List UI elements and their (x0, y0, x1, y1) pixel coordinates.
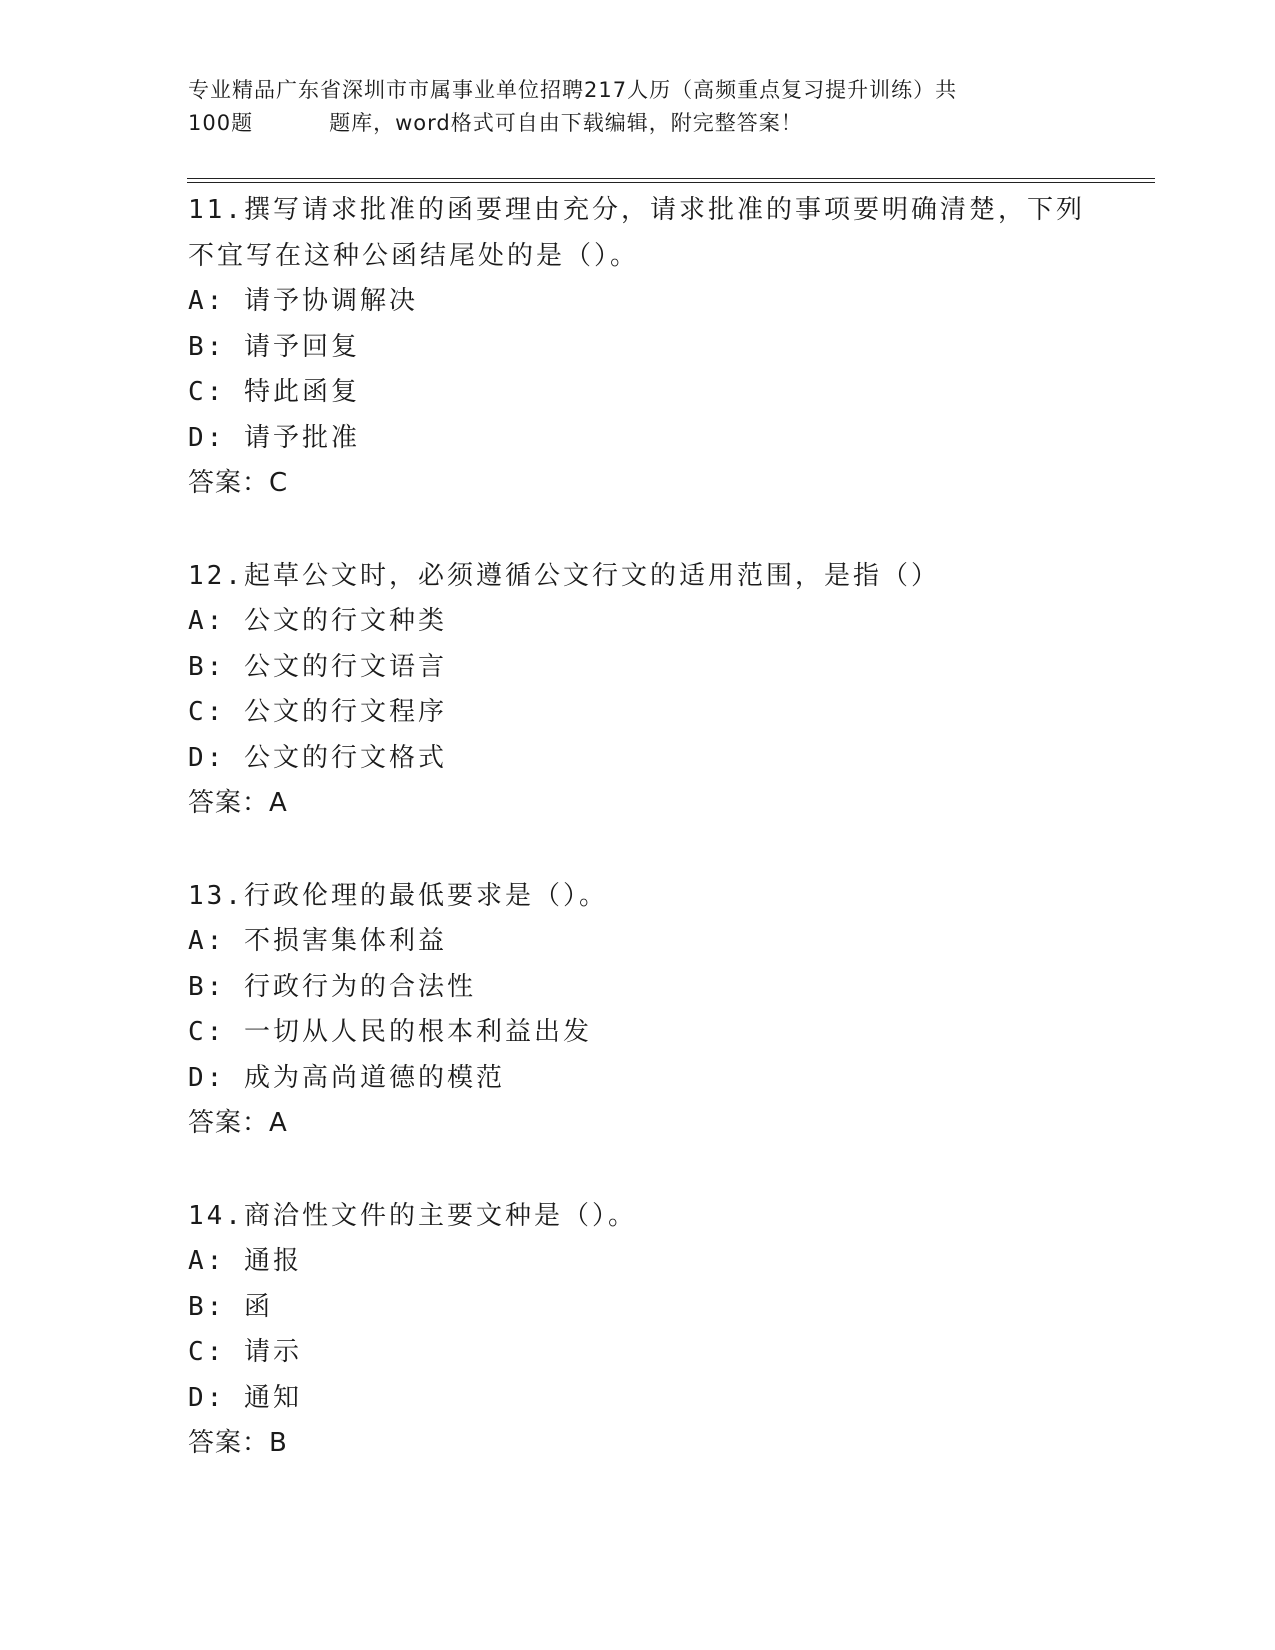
question-13 (188, 874, 1148, 1147)
answer: 答案：A (188, 1108, 288, 1138)
option-b: B: 请予回复 (188, 331, 360, 362)
option-d: D: 请予批准 (188, 422, 360, 453)
option-c: C: 一切从人民的根本利益出发 (188, 1017, 592, 1047)
option-a: A: 公文的行文种类 (188, 606, 447, 636)
question-stem: 11.撰写请求批准的函要理由充分，请求批准的事项要明确清楚，下列 (188, 195, 1085, 225)
header-line-1: 专业精品广东省深圳市市属事业单位招聘217人历（高频重点复习提升训练）共 (188, 78, 958, 102)
answer: 答案：B (188, 1428, 288, 1458)
header-divider-top (187, 178, 1155, 179)
document-header (188, 74, 1088, 140)
header-divider-bottom (187, 182, 1155, 183)
option-c: C: 特此函复 (188, 377, 360, 407)
question-stem: 12.起草公文时，必须遵循公文行文的适用范围，是指（） (188, 560, 940, 591)
question-list (188, 188, 1148, 1514)
option-b: B: 公文的行文语言 (188, 651, 447, 682)
option-c: C: 请示 (188, 1337, 302, 1367)
header-line-2 (188, 107, 1088, 140)
option-b: B: 行政行为的合法性 (188, 971, 476, 1002)
question-12 (188, 554, 1148, 827)
header-count: 100题 (188, 111, 254, 135)
option-a: A: 请予协调解决 (188, 286, 418, 316)
option-b: B: 函 (188, 1291, 273, 1322)
header-description: 题库，word格式可自由下载编辑，附完整答案！ (329, 111, 803, 135)
option-d: D: 通知 (188, 1382, 302, 1413)
answer: 答案：C (188, 468, 289, 498)
question-11 (188, 188, 1148, 507)
option-a: A: 不损害集体利益 (188, 926, 447, 956)
option-d: D: 成为高尚道德的模范 (188, 1062, 505, 1093)
option-a: A: 通报 (188, 1246, 302, 1276)
question-stem: 14.商洽性文件的主要文种是（）。 (188, 1200, 637, 1231)
question-14 (188, 1194, 1148, 1467)
answer: 答案：A (188, 788, 288, 818)
option-c: C: 公文的行文程序 (188, 697, 447, 727)
question-stem: 13.行政伦理的最低要求是（）。 (188, 880, 608, 911)
option-d: D: 公文的行文格式 (188, 742, 447, 773)
question-stem-continued: 不宜写在这种公函结尾处的是（）。 (188, 240, 640, 271)
